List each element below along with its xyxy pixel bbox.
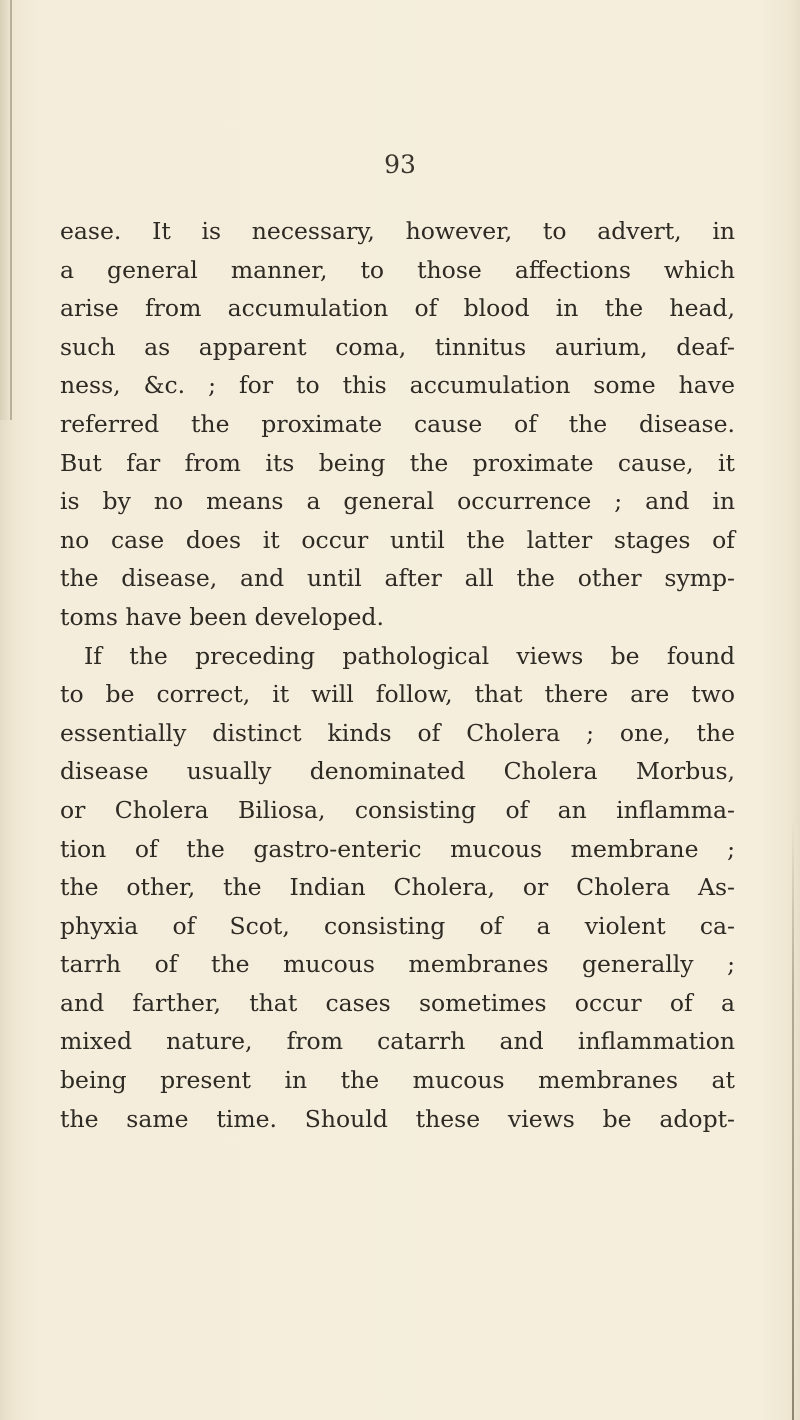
text-line: is by no means a general occurrence ; and in: [60, 487, 735, 516]
text-line: tarrh of the mucous membranes generally ;: [60, 950, 735, 979]
text-line: If the preceding pathological views be found: [84, 641, 735, 670]
text-line: toms have been developed.: [60, 602, 384, 631]
text-line: being present in the mucous membranes at: [60, 1066, 735, 1095]
text-line: and farther, that cases sometimes occur of a: [60, 988, 735, 1017]
text-line: the disease, and until after all the other symp-: [60, 564, 735, 593]
text-line: disease usually denominated Cholera Morbus,: [60, 757, 735, 786]
body-text: [60, 212, 735, 1138]
text-line: arise from accumulation of blood in the head,: [60, 294, 735, 323]
text-line: such as apparent coma, tinnitus aurium, deaf-: [60, 332, 735, 361]
text-line: phyxia of Scot, consisting of a violent ca-: [60, 911, 735, 940]
text-line: the same time. Should these views be adopt-: [60, 1104, 735, 1133]
page-edge-right: [792, 820, 794, 1420]
text-line: tion of the gastro-enteric mucous membrane ;: [60, 834, 735, 863]
text-line: ease. It is necessary, however, to advert, in: [60, 217, 735, 245]
text-line: essentially distinct kinds of Cholera ; one, the: [60, 718, 735, 747]
text-line: to be correct, it will follow, that there are two: [60, 680, 735, 709]
text-line: But far from its being the proximate cause, it: [60, 448, 735, 477]
page-number: 93: [384, 150, 416, 179]
text-line: no case does it occur until the latter stages of: [60, 525, 735, 554]
page-edge-left: [0, 0, 12, 420]
text-line: or Cholera Biliosa, consisting of an inflamma-: [60, 795, 735, 824]
text-line: mixed nature, from catarrh and inflammation: [60, 1027, 735, 1056]
text-line: ness, &c. ; for to this accumulation some have: [60, 371, 735, 400]
text-line: the other, the Indian Cholera, or Cholera As-: [60, 873, 735, 902]
text-line: referred the proximate cause of the disease.: [60, 409, 735, 438]
text-line: a general manner, to those affections which: [60, 255, 735, 284]
